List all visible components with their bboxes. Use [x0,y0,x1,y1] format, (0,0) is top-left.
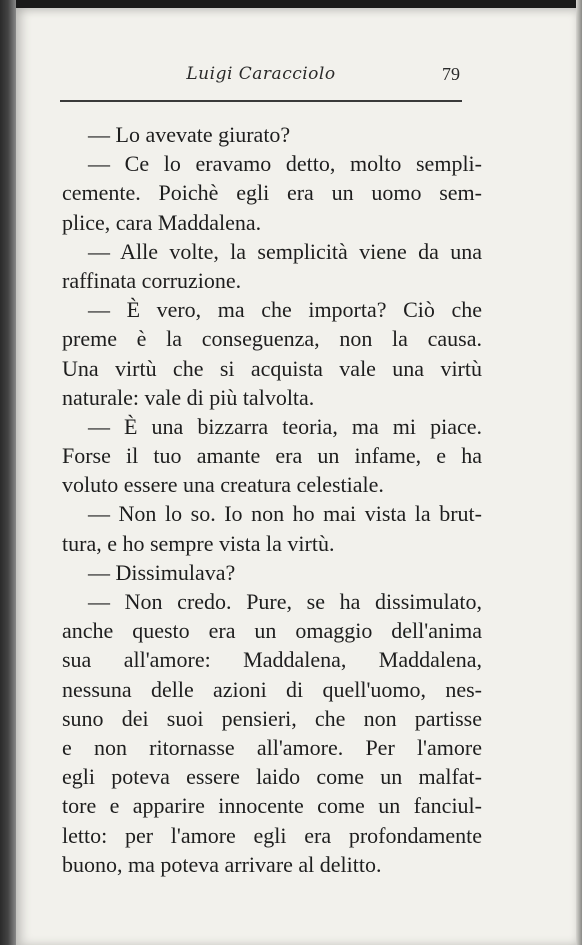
text-line: — È vero, ma che importa? Ciò che [88,297,482,323]
text-line: buono, ma poteva arrivare al delitto. [62,851,382,877]
text-line: e non ritornasse all'amore. Per l'amore [62,734,482,760]
header-rule [60,100,462,102]
text-line: — Dissimulava? [88,559,236,585]
text-line: Una virtù che si acquista vale una virtù [62,355,482,381]
text-line: plice, cara Maddalena. [62,209,262,235]
text-line: cemente. Poichè egli era un uomo sem- [62,180,482,206]
text-line: tura, e ho sempre vista la virtù. [62,530,335,556]
running-title: Luigi Caracciolo [186,64,336,84]
text-line: — Alle volte, la semplicità viene da una [88,238,482,264]
text-line: Forse il tuo amante era un infame, e ha [62,443,482,469]
text-line: — Ce lo eravamo detto, molto sempli- [88,151,482,177]
text-line: raffinata corruzione. [62,267,242,293]
text-line: voluto essere una creatura celestiale. [62,472,384,498]
book-spine-edge [0,0,16,945]
text-line: nessuna delle azioni di quell'uomo, nes- [62,676,482,702]
text-line: — Lo avevate giurato? [88,122,291,147]
page-header [60,64,462,94]
text-line: preme è la conseguenza, non la causa. [62,326,482,352]
text-line: anche questo era un omaggio dell'anima [62,618,482,644]
text-line: — Non lo so. Io non ho mai vista la brut- [88,501,482,527]
text-line: naturale: vale di più talvolta. [62,384,315,410]
page-right-edge [576,0,582,945]
text-line: egli poteva essere laido come un malfat- [62,764,482,790]
text-line: suno dei suoi pensieri, che non partisse [62,705,482,731]
text-line: tore e apparire innocente come un fanciul- [62,793,482,819]
text-line: — Non credo. Pure, se ha dissimulato, [88,589,482,614]
text-line: sua all'amore: Maddalena, Maddalena, [62,647,482,673]
body-text [62,120,482,879]
text-line: — È una bizzarra teoria, ma mi piace. [88,413,482,439]
scan-top-edge [0,0,582,8]
page-number: 79 [442,64,460,84]
text-line: letto: per l'amore egli era profondamente [62,822,482,848]
